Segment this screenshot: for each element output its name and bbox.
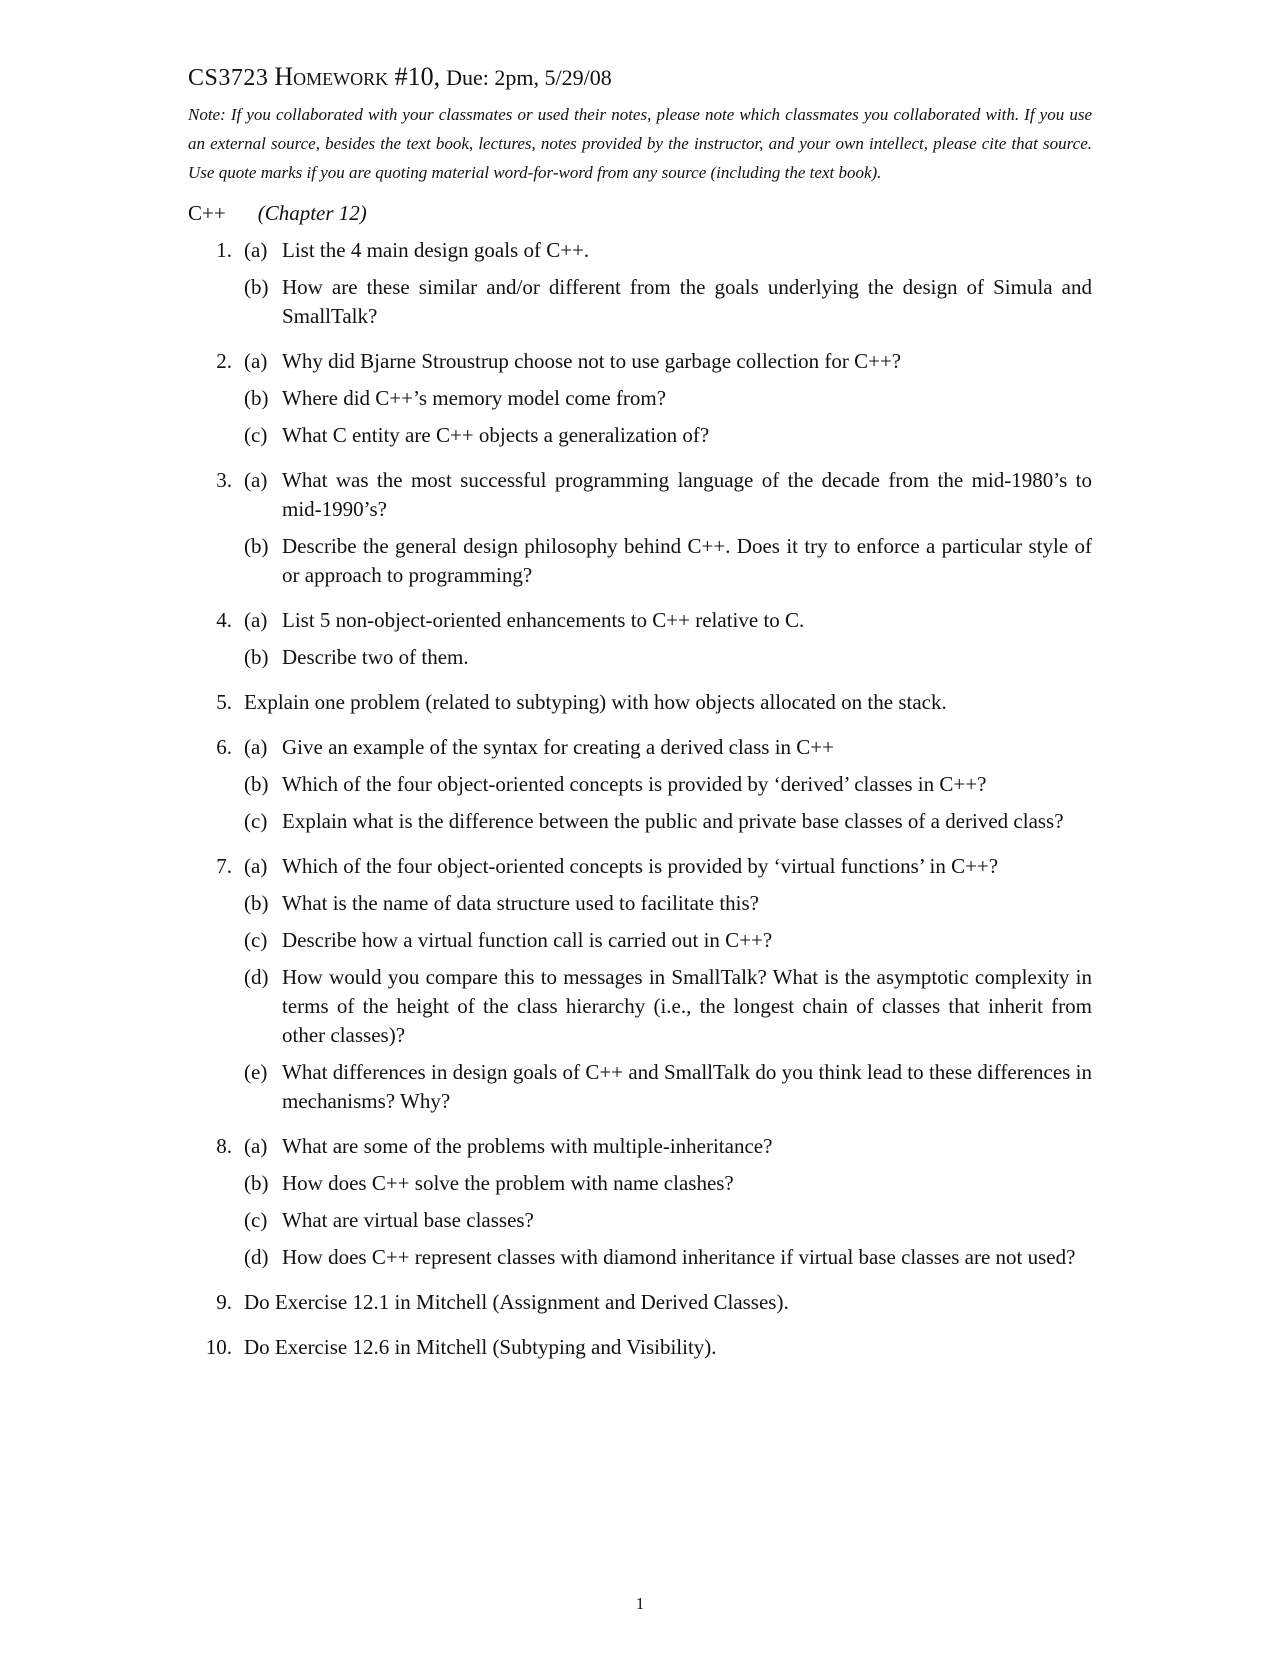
question-part (244, 926, 1092, 955)
question-part (244, 532, 1092, 590)
part-label: (a) (244, 735, 268, 760)
question-part (244, 273, 1092, 331)
section-label: C++ (188, 201, 226, 226)
question-part (244, 421, 1092, 450)
question-part (244, 1243, 1092, 1272)
question-part (244, 236, 1092, 265)
part-label: (b) (244, 1171, 269, 1196)
question-text: Do Exercise 12.6 in Mitchell (Subtyping and Visibility). (244, 1335, 717, 1360)
question-item (188, 347, 1092, 450)
question-part (244, 466, 1092, 524)
question-parts (244, 1132, 1092, 1272)
section-heading (188, 201, 1092, 226)
part-text: How are these similar and/or different from the goals underlying the design of Simula and SmallTalk? (282, 275, 1092, 329)
question-part (244, 963, 1092, 1050)
question-text: Explain one problem (related to subtyping) with how objects allocated on the stack. (244, 690, 947, 715)
question-parts (244, 852, 1092, 1116)
part-text: What are some of the problems with multiple-inheritance? (282, 1134, 773, 1159)
question-parts (244, 236, 1092, 331)
section-chapter: (Chapter 12) (257, 201, 367, 226)
question-item (188, 1333, 1092, 1362)
part-label: (a) (244, 468, 268, 493)
part-label: (a) (244, 1134, 268, 1159)
question-part (244, 1058, 1092, 1116)
question-parts (244, 466, 1092, 590)
part-text: Give an example of the syntax for creating a derived class in C++ (282, 735, 834, 760)
question-number: 8. (216, 1134, 232, 1159)
question-part (244, 384, 1092, 413)
page-number: 1 (635, 1594, 645, 1613)
question-item (188, 688, 1092, 717)
question-part (244, 1206, 1092, 1235)
question-body (244, 236, 1092, 331)
question-item (188, 466, 1092, 590)
question-part (244, 1132, 1092, 1161)
question-number: 9. (216, 1290, 232, 1315)
question-number: 7. (216, 854, 232, 879)
question-part (244, 1169, 1092, 1198)
page-title (188, 60, 1092, 94)
question-number: 6. (216, 735, 232, 760)
question-part (244, 643, 1092, 672)
part-label: (c) (244, 423, 268, 448)
part-text: How would you compare this to messages in SmallTalk? What is the asymptotic complexity in terms of the height of the class hierarchy (i.e., the longest chain of classes that inherit from other classes)? (282, 965, 1092, 1048)
question-body (244, 1132, 1092, 1272)
part-label: (c) (244, 928, 268, 953)
part-text: Explain what is the difference between the public and private base classes of a derived class? (282, 809, 1064, 834)
part-text: Why did Bjarne Stroustrup choose not to use garbage collection for C++? (282, 349, 902, 374)
part-label: (a) (244, 238, 268, 263)
question-body (244, 466, 1092, 590)
question-body (244, 688, 1092, 717)
question-number: 5. (216, 690, 232, 715)
part-text: What are virtual base classes? (282, 1208, 534, 1233)
question-number: 2. (216, 349, 232, 374)
part-text: Describe two of them. (282, 645, 469, 670)
part-label: (a) (244, 608, 268, 633)
part-text: Which of the four object-oriented concepts is provided by ‘virtual functions’ in C++? (282, 854, 999, 879)
question-text: Do Exercise 12.1 in Mitchell (Assignment and Derived Classes). (244, 1290, 789, 1315)
question-body (244, 852, 1092, 1116)
part-text: Describe the general design philosophy behind C++. Does it try to enforce a particular style of or approach to programming? (282, 534, 1092, 588)
part-label: (b) (244, 645, 269, 670)
part-label: (b) (244, 772, 269, 797)
part-label: (e) (244, 1060, 268, 1085)
question-body (244, 606, 1092, 672)
question-part (244, 889, 1092, 918)
part-label: (b) (244, 275, 269, 300)
part-text: List 5 non-object-oriented enhancements to C++ relative to C. (282, 608, 805, 633)
question-item (188, 733, 1092, 836)
part-text: What C entity are C++ objects a generalization of? (282, 423, 710, 448)
part-label: (b) (244, 534, 269, 559)
question-part (244, 733, 1092, 762)
question-parts (244, 733, 1092, 836)
question-item (188, 1132, 1092, 1272)
question-part (244, 606, 1092, 635)
question-parts (244, 347, 1092, 450)
question-number: 3. (216, 468, 232, 493)
homework-label: Homework #10, (274, 62, 441, 91)
part-label: (d) (244, 965, 269, 990)
part-text: Which of the four object-oriented concepts is provided by ‘derived’ classes in C++? (282, 772, 987, 797)
question-number: 1. (216, 238, 232, 263)
part-label: (c) (244, 1208, 268, 1233)
question-number: 10. (205, 1335, 232, 1360)
question-part (244, 347, 1092, 376)
question-body (244, 733, 1092, 836)
part-label: (a) (244, 349, 268, 374)
collaboration-note: Note: If you collaborated with your classmates or used their notes, please note which classmates you collaborated with. If you use an external source, besides the text book, lectures, notes provided by the instructor, and your own intellect, please cite that source. Use quote marks if you are quoting material word-for-word from any source (including the text book). (188, 105, 1092, 183)
question-part (244, 852, 1092, 881)
part-label: (b) (244, 891, 269, 916)
question-body (244, 347, 1092, 450)
question-part (244, 807, 1092, 836)
part-label: (b) (244, 386, 269, 411)
part-text: List the 4 main design goals of C++. (282, 238, 590, 263)
question-body (244, 1288, 1092, 1317)
part-label: (d) (244, 1245, 269, 1270)
due-date: Due: 2pm, 5/29/08 (446, 65, 612, 90)
course-code: CS3723 (188, 65, 269, 91)
question-item (188, 236, 1092, 331)
question-item (188, 852, 1092, 1116)
document-page (188, 60, 1092, 1378)
question-number: 4. (216, 608, 232, 633)
question-list (188, 236, 1092, 1362)
question-item (188, 1288, 1092, 1317)
part-text: How does C++ represent classes with diamond inheritance if virtual base classes are not used? (282, 1245, 1076, 1270)
part-text: How does C++ solve the problem with name clashes? (282, 1171, 734, 1196)
question-parts (244, 606, 1092, 672)
question-body (244, 1333, 1092, 1362)
question-item (188, 606, 1092, 672)
part-text: Describe how a virtual function call is carried out in C++? (282, 928, 773, 953)
question-part (244, 770, 1092, 799)
part-text: What is the name of data structure used to facilitate this? (282, 891, 759, 916)
part-text: What was the most successful programming language of the decade from the mid-1980’s to mid-1990’s? (282, 468, 1092, 522)
part-label: (c) (244, 809, 268, 834)
part-label: (a) (244, 854, 268, 879)
part-text: What differences in design goals of C++ and SmallTalk do you think lead to these differences in mechanisms? Why? (282, 1060, 1092, 1114)
part-text: Where did C++’s memory model come from? (282, 386, 667, 411)
